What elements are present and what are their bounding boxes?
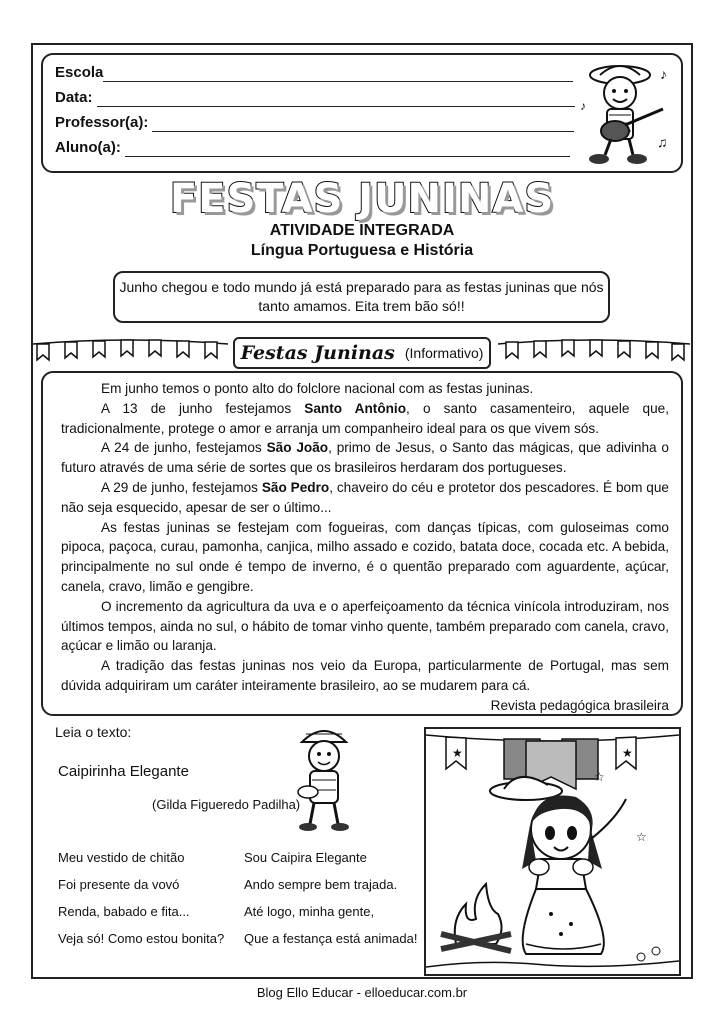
- article-box: [41, 371, 683, 716]
- poem-left-line-4: Veja só! Como estou bonita?: [58, 931, 225, 946]
- intro-line-2: tanto amamos. Eita trem bão só!!: [258, 298, 465, 314]
- escola-field: [55, 64, 573, 82]
- article-paragraph: As festas juninas se festejam com fogueiras, com danças típicas, com guloseimas como pipoca, paçoca, curau, pamonha, canjica, milho assado e cozido, batata doce, cocada etc. A bebida, principalmente no sul onde é tempo de inverno, é o quentão preparado com aguardente, açúcar, canela, cravo, limão e gengibre.: [61, 519, 669, 594]
- poem-left-line-2: Foi presente da vovó: [58, 877, 180, 892]
- svg-text:★: ★: [452, 746, 463, 760]
- subject-subtitle: Língua Portuguesa e História: [250, 242, 474, 259]
- escola-line[interactable]: [103, 67, 573, 82]
- section-title: Festas Juninas: [240, 342, 395, 364]
- escola-label: Escola: [55, 64, 104, 81]
- footer-credit: Blog Ello Educar - elloeducar.com.br: [256, 985, 468, 1000]
- boy-guitar-illustration: [575, 55, 680, 170]
- activity-subtitle: ATIVIDADE INTEGRADA: [269, 222, 455, 239]
- article-source: Revista pedagógica brasileira: [490, 697, 669, 713]
- data-label: Data:: [55, 89, 93, 106]
- boy-caipira-illustration: [288, 720, 360, 835]
- poem-left-line-3: Renda, babado e fita...: [58, 904, 190, 919]
- data-field: [55, 89, 575, 107]
- aluno-label: Aluno(a):: [55, 139, 121, 156]
- article-paragraph: A 13 de junho festejamos Santo Antônio, o santo casamenteiro, aquele que, tradicionalmente, protege o amor e arranja um companheiro ideal para os que vivem sós.: [61, 400, 670, 436]
- article-paragraph: A 24 de junho, festejamos São João, primo de Jesus, o Santo das mágicas, que adivinha o futuro através de uma série de sortes que os brasileiros herdaram dos portugueses.: [61, 440, 669, 476]
- bunting-right: [498, 338, 690, 368]
- svg-text:♪: ♪: [580, 99, 586, 113]
- data-line[interactable]: [97, 92, 575, 107]
- professor-field: [55, 114, 574, 132]
- bunting-left: [33, 338, 228, 368]
- intro-box: [113, 271, 610, 323]
- professor-line[interactable]: [152, 117, 574, 132]
- svg-text:★: ★: [622, 746, 633, 760]
- poem-author: (Gilda Figueredo Padilha): [152, 797, 301, 812]
- aluno-line[interactable]: [125, 142, 570, 157]
- svg-text:♪: ♪: [660, 66, 667, 82]
- page-title: FESTAS JUNINAS: [169, 176, 555, 222]
- girl-bonfire-illustration: [426, 729, 679, 974]
- article-paragraph: O incremento da agricultura da uva e o aperfeiçoamento da técnica vinícola introduziram, nos últimos tempos, ainda no sul, o hábito de tomar vinho quente, também preparado com canela, cravo, açúcar e limão ou laranja.: [61, 598, 669, 654]
- poem-right-line-2: Ando sempre bem trajada.: [244, 877, 398, 892]
- professor-label: Professor(a):: [55, 114, 149, 131]
- article-paragraph: A 29 de junho, festejamos São Pedro, chaveiro do céu e protetor dos pescadores. É bom que não seja esquecido, apesar de ser o último...: [61, 479, 669, 515]
- svg-text:☆: ☆: [594, 770, 605, 784]
- poem-right-line-1: Sou Caipira Elegante: [244, 850, 367, 865]
- svg-text:☆: ☆: [636, 830, 647, 844]
- article-paragraph: A tradição das festas juninas nos veio da Europa, particularmente de Portugal, mas sem dúvida adquiriram um caráter inteiramente brasileiro, ao se mudarem para cá.: [61, 658, 669, 693]
- poem-right-line-3: Até logo, minha gente,: [244, 904, 375, 919]
- poem-title: Caipirinha Elegante: [58, 763, 189, 780]
- section-tag: [233, 337, 491, 369]
- poem-right-line-4: Que a festança está animada!: [244, 931, 418, 946]
- girl-bonfire-illustration-box: [424, 727, 681, 976]
- poem-instruction: Leia o texto:: [55, 724, 132, 740]
- article-paragraph: Em junho temos o ponto alto do folclore nacional com as festas juninas.: [101, 381, 534, 396]
- svg-text:♫: ♫: [657, 134, 668, 150]
- aluno-field: [55, 139, 570, 157]
- intro-line-1: Junho chegou e todo mundo já está preparado para as festas juninas que nós: [119, 279, 604, 295]
- poem-left-line-1: Meu vestido de chitão: [58, 850, 185, 865]
- section-type: (Informativo): [404, 345, 484, 361]
